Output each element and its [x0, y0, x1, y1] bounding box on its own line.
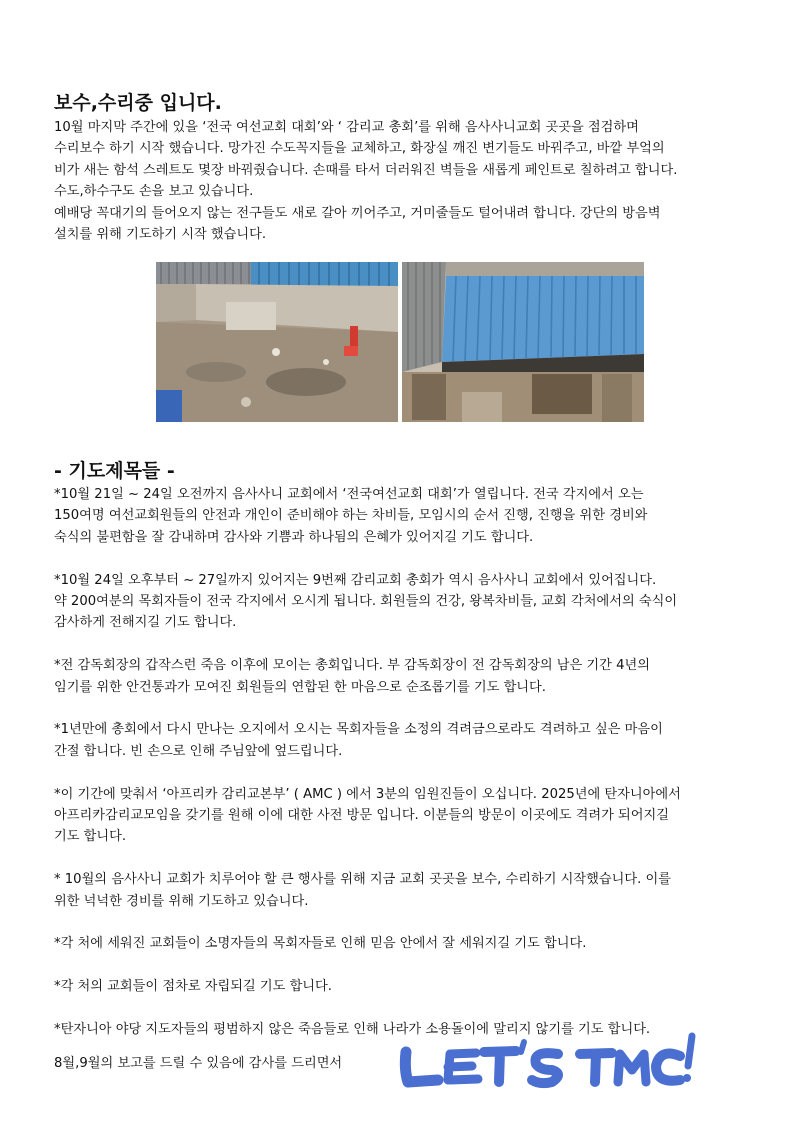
intro-line: 설치를 위해 기도하기 시작 했습니다. — [54, 227, 267, 243]
prayer-line: *각 처의 교회들이 점차로 자립되길 기도 합니다. — [54, 979, 332, 995]
prayer-line: 숙식의 불편함을 잘 감내하며 감사와 기쁨과 하나됨의 은혜가 있어지길 기도 합니다. — [54, 529, 534, 545]
prayer-line: *10월 24일 오후부터 ~ 27일까지 있어지는 9번째 감리교회 총회가 역시 음사사니 교회에서 있어집니다. — [54, 572, 657, 588]
prayer-line: 아프리카감리교모임을 갖기를 원해 이에 대한 사전 방문 입니다. 이분들의 방문이 이곳에도 격려가 되어지길 — [54, 808, 670, 824]
intro-line: 10월 마지막 주간에 있을 ‘전국 여선교회 대회’와 ‘ 감리교 총회’를 위해 음사사니교회 곳곳을 점검하며 — [54, 120, 639, 135]
prayer-item — [54, 655, 774, 698]
repair-photo-left — [156, 262, 398, 422]
intro-line: 예배당 꼭대기의 들어오지 않는 전구들도 새로 갈아 끼어주고, 거미줄들도 털어내려 합니다. 강단의 방음벽 — [54, 205, 661, 221]
prayer-line: 150여명 여선교회원들의 안전과 개인이 준비해야 하는 차비들, 모임시의 순서 진행, 진행을 위한 경비와 — [54, 508, 648, 524]
prayer-line: 위한 넉넉한 경비를 위해 기도하고 있습니다. — [54, 893, 309, 909]
prayer-list — [54, 484, 774, 1062]
prayer-line: *탄자니아 야당 지도자들의 평범하지 않은 죽음들로 인해 나라가 소용돌이에 말리지 않기를 기도 합니다. — [54, 1022, 651, 1038]
prayer-line: 감사하게 전해지길 기도 합니다. — [54, 615, 237, 631]
prayer-item — [54, 976, 774, 997]
prayer-item — [54, 869, 774, 912]
prayer-line: *전 감독회장의 갑작스런 죽음 이후에 모이는 총회입니다. 부 감독회장이 전 감독회장의 남은 기간 4년의 — [54, 658, 650, 674]
prayer-item — [54, 484, 774, 548]
prayer-section-title: - 기도제목들 - — [54, 460, 175, 482]
prayer-line: 약 200여분의 목회자들이 전국 각지에서 오시게 됩니다. 회원들의 건강, 왕복차비들, 교회 각처에서의 숙식이 — [54, 594, 678, 610]
prayer-line: *이 기간에 맞춰서 ‘아프리카 감리교본부’ ( AMC ) 에서 3분의 임원진들이 오십니다. 2025년에 탄자니아에서 — [54, 786, 681, 802]
prayer-item — [54, 933, 774, 954]
prayer-line: *10월 21일 ~ 24일 오전까지 음사사니 교회에서 ‘전국여선교회 대회’가 열립니다. 전국 각지에서 오는 — [54, 487, 644, 502]
intro-paragraph — [54, 117, 778, 245]
prayer-line: 간절 합니다. 빈 손으로 인해 주님앞에 엎드립니다. — [54, 743, 343, 759]
prayer-line: 임기를 위한 안건통과가 모여진 회원들의 연합된 한 마음으로 순조롭기를 기도 합니다. — [54, 679, 546, 695]
prayer-line: *1년만에 총회에서 다시 만나는 오지에서 오시는 목회자들을 소정의 격려금으로라도 격려하고 싶은 마음이 — [54, 722, 663, 738]
page-title: 보수,수리중 입니다. — [54, 92, 222, 114]
closing-text: 8월,9월의 보고를 드릴 수 있음에 감사를 드리면서 — [54, 1056, 343, 1071]
prayer-item — [54, 570, 774, 634]
lets-tmc-logo — [398, 1030, 698, 1100]
intro-line: 비가 새는 함석 스레트도 몇장 바꿔줬습니다. 손때를 타서 더러워진 벽들을 새롭게 페인트로 칠하려고 합니다. — [54, 162, 678, 178]
prayer-line: *각 처에 세워진 교회들이 소명자들의 목회자들로 인해 믿음 안에서 잘 세워지길 기도 합니다. — [54, 936, 587, 952]
repair-photos — [156, 262, 644, 422]
prayer-item — [54, 784, 774, 848]
prayer-item — [54, 719, 774, 762]
prayer-line: 기도 합니다. — [54, 829, 127, 845]
intro-line: 수리보수 하기 시작 했습니다. 망가진 수도꼭지들을 교체하고, 화장실 깨진 변기들도 바꿔주고, 바깥 부엌의 — [54, 141, 665, 157]
intro-line: 수도,하수구도 손을 보고 있습니다. — [54, 184, 254, 200]
repair-photo-right — [402, 262, 644, 422]
prayer-line: * 10월의 음사사니 교회가 치루어야 할 큰 행사를 위해 지금 교회 곳곳을 보수, 수리하기 시작했습니다. 이를 — [54, 872, 671, 888]
